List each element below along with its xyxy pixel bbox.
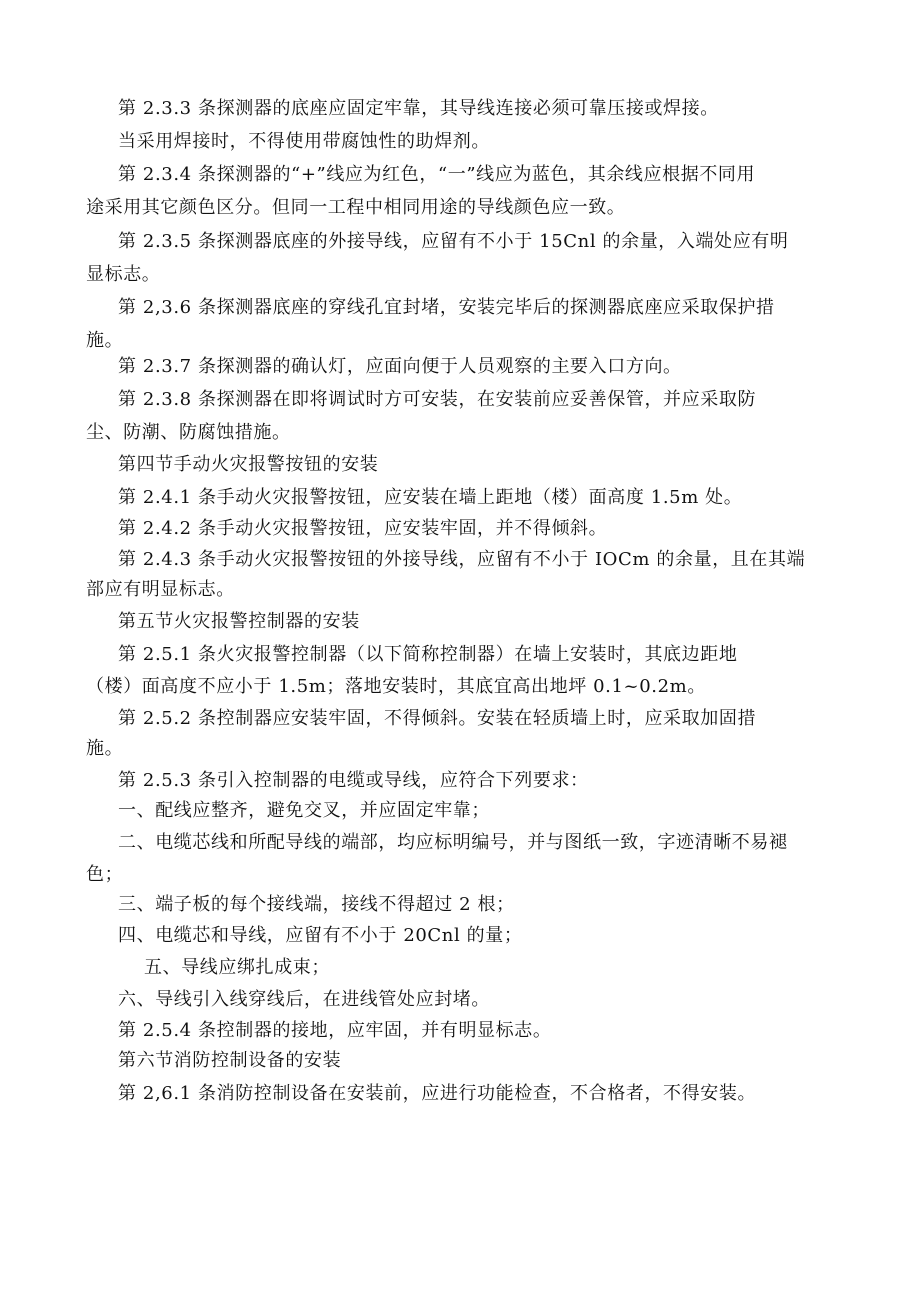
text-line-2-5-1-cont: （楼）面高度不应小于 1.5m；落地安装时，其底宜高出地坪 0.1~0.2m。 bbox=[86, 676, 706, 697]
text-line-2-3-3: 第 2.3.3 条探测器的底座应固定牢靠，其导线连接必须可靠压接或焊接。 bbox=[118, 98, 719, 119]
text-line-2-5-3: 第 2.5.3 条引入控制器的电缆或导线，应符合下列要求： bbox=[118, 770, 589, 791]
text-line-2-3-7: 第 2.3.7 条探测器的确认灯，应面向便于人员观察的主要入口方向。 bbox=[118, 356, 682, 377]
text-line-2-3-6: 第 2,3.6 条探测器底座的穿线孔宜封堵，安装完毕后的探测器底座应采取保护措 bbox=[118, 297, 775, 318]
text-line-2-5-4: 第 2.5.4 条控制器的接地，应牢固，并有明显标志。 bbox=[118, 1020, 552, 1041]
text-line-2-3-8: 第 2.3.8 条探测器在即将调试时方可安装，在安装前应妥善保管，并应采取防 bbox=[118, 389, 757, 410]
list-item-2: 二、电缆芯线和所配导线的端部，均应标明编号，并与图纸一致，字迹清晰不易褪 bbox=[118, 832, 788, 853]
list-item-6: 六、导线引入线穿线后，在进线管处应封堵。 bbox=[118, 989, 490, 1010]
list-item-4: 四、电缆芯和导线，应留有不小于 20Cnl 的量； bbox=[118, 925, 523, 946]
text-line-2-5-1: 第 2.5.1 条火灾报警控制器（以下简称控制器）在墙上安装时，其底边距地 bbox=[118, 644, 738, 665]
text-line-2-3-4: 第 2.3.4 条探测器的“+”线应为红色，“一”线应为蓝色，其余线应根据不同用 bbox=[118, 164, 756, 185]
text-line-2-4-1: 第 2.4.1 条手动火灾报警按钮，应安装在墙上距地（楼）面高度 1.5m 处。 bbox=[118, 487, 743, 508]
text-line-2-6-1: 第 2,6.1 条消防控制设备在安装前，应进行功能检查，不合格者，不得安装。 bbox=[118, 1083, 757, 1104]
text-line-2-3-5-cont: 显标志。 bbox=[86, 264, 161, 285]
list-item-3: 三、端子板的每个接线端，接线不得超过 2 根； bbox=[118, 894, 515, 915]
list-item-1: 一、配线应整齐，避免交叉，并应固定牢靠； bbox=[118, 800, 490, 821]
list-item-5: 五、导线应绑扎成束； bbox=[144, 957, 330, 978]
text-line-2-3-8-cont: 尘、防潮、防腐蚀措施。 bbox=[86, 422, 291, 443]
text-line-2-4-2: 第 2.4.2 条手动火灾报警按钮，应安装牢固，并不得倾斜。 bbox=[118, 518, 608, 539]
text-line-2-5-2: 第 2.5.2 条控制器应安装牢固，不得倾斜。安装在轻质墙上时，应采取加固措 bbox=[118, 708, 757, 729]
text-line-2-3-5: 第 2.3.5 条探测器底座的外接导线，应留有不小于 15Cnl 的余量，入端处应有明 bbox=[118, 231, 789, 252]
text-line-2-4-3: 第 2.4.3 条手动火灾报警按钮的外接导线，应留有不小于 IOCm 的余量，且在其端 bbox=[118, 549, 806, 570]
section-heading-6: 第六节消防控制设备的安装 bbox=[118, 1050, 342, 1071]
text-line-2-3-3-cont: 当采用焊接时，不得使用带腐蚀性的助焊剂。 bbox=[118, 131, 490, 152]
section-heading-5: 第五节火灾报警控制器的安装 bbox=[118, 611, 360, 632]
section-heading-4: 第四节手动火灾报警按钮的安装 bbox=[118, 454, 379, 475]
text-line-2-3-4-cont: 途采用其它颜色区分。但同一工程中相同用途的导线颜色应一致。 bbox=[86, 197, 626, 218]
list-item-2-cont: 色； bbox=[86, 864, 124, 885]
text-line-2-4-3-cont: 部应有明显标志。 bbox=[86, 579, 235, 600]
text-line-2-5-2-cont: 施。 bbox=[86, 738, 124, 759]
text-line-2-3-6-cont: 施。 bbox=[86, 330, 124, 351]
